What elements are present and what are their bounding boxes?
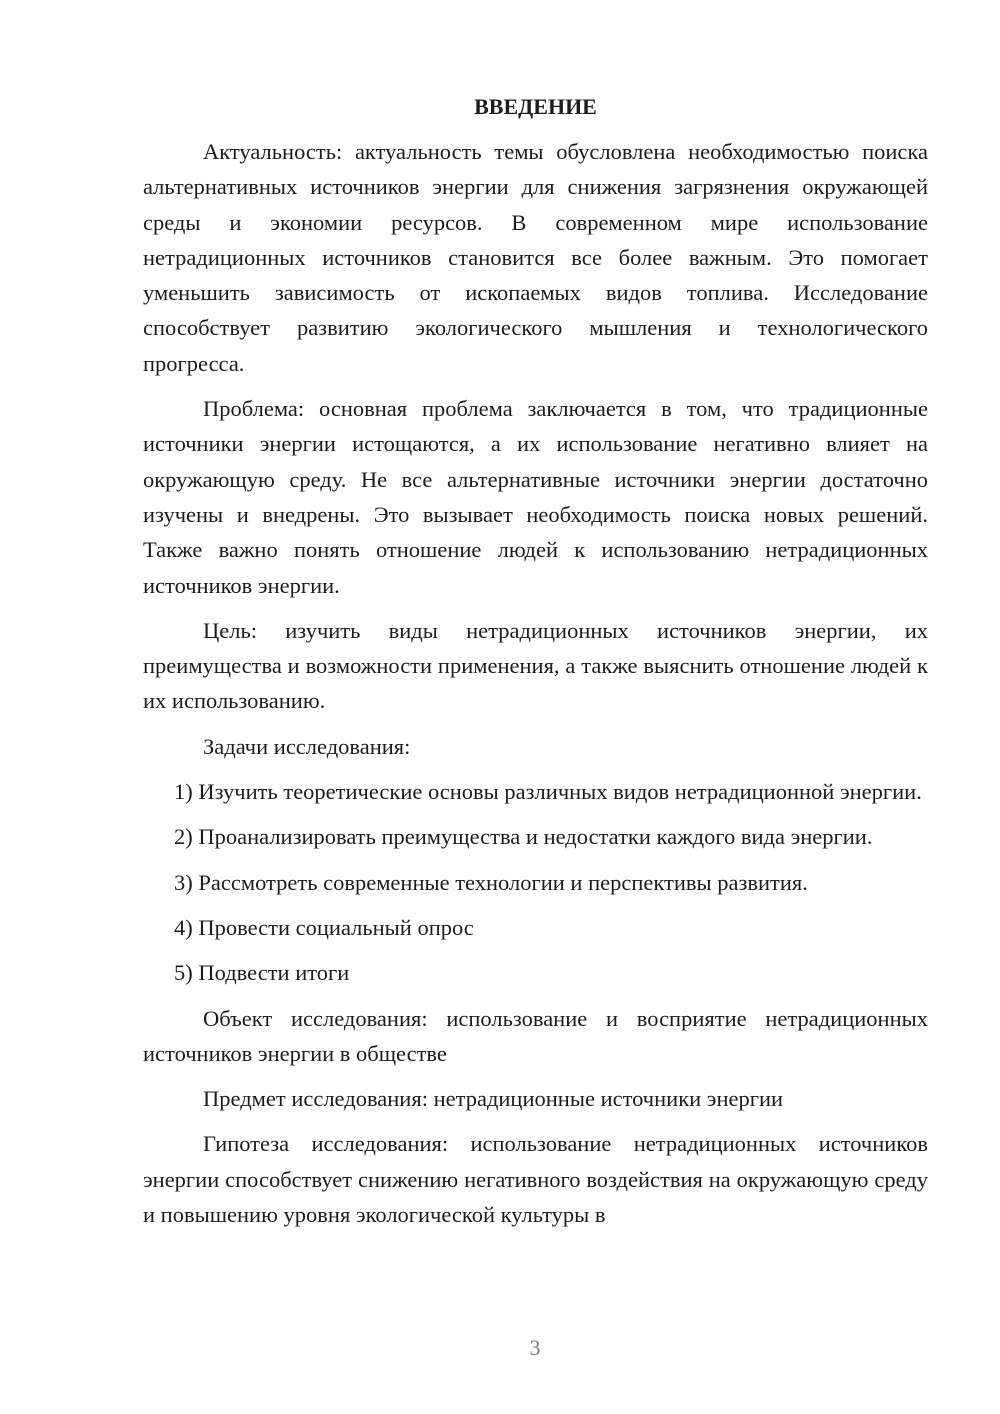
subject-paragraph: Предмет исследования: нетрадиционные источники энергии bbox=[203, 1086, 784, 1112]
task-item-2: 2) Проанализировать преимущества и недостатки каждого вида энергии. bbox=[174, 824, 873, 850]
hypothesis-paragraph: Гипотеза исследования: использование нетрадиционных источников энергии способствует снижению негативного воздействия на окружающую среду и повышению уровня экологической культуры в bbox=[143, 1131, 928, 1228]
object-paragraph: Объект исследования: использование и восприятие нетрадиционных источников энергии в обществе bbox=[143, 1005, 928, 1066]
task-item-5: 5) Подвести итоги bbox=[174, 960, 350, 986]
task-item-4: 4) Провести социальный опрос bbox=[174, 914, 474, 940]
document-page bbox=[143, 92, 928, 1232]
section-title: ВВЕДЕНИЕ bbox=[474, 94, 597, 119]
tasks-heading: Задачи исследования: bbox=[203, 733, 411, 759]
task-item-1: 1) Изучить теоретические основы различных видов нетрадиционной энергии. bbox=[174, 779, 922, 805]
page-number: 3 bbox=[529, 1335, 541, 1360]
relevance-paragraph: Актуальность: актуальность темы обусловлена необходимостью поиска альтернативных источников энергии для снижения загрязнения окружающей среды и экономии ресурсов. В современном мире использование нетрадиционных источников становится все более важным. Это помогает уменьшить зависимость от ископаемых видов топлива. Исследование способствует развитию экологического мышления и технологического прогресса. bbox=[143, 139, 928, 376]
problem-paragraph: Проблема: основная проблема заключается в том, что традиционные источники энергии истощаются, а их использование негативно влияет на окружающую среду. Не все альтернативные источники энергии достаточно изучены и внедрены. Это вызывает необходимость поиска новых решений. Также важно понять отношение людей к использованию нетрадиционных источников энергии. bbox=[143, 396, 928, 598]
goal-paragraph: Цель: изучить виды нетрадиционных источников энергии, их преимущества и возможности применения, а также выяснить отношение людей к их использованию. bbox=[143, 617, 928, 714]
task-item-3: 3) Рассмотреть современные технологии и перспективы развития. bbox=[174, 869, 808, 895]
